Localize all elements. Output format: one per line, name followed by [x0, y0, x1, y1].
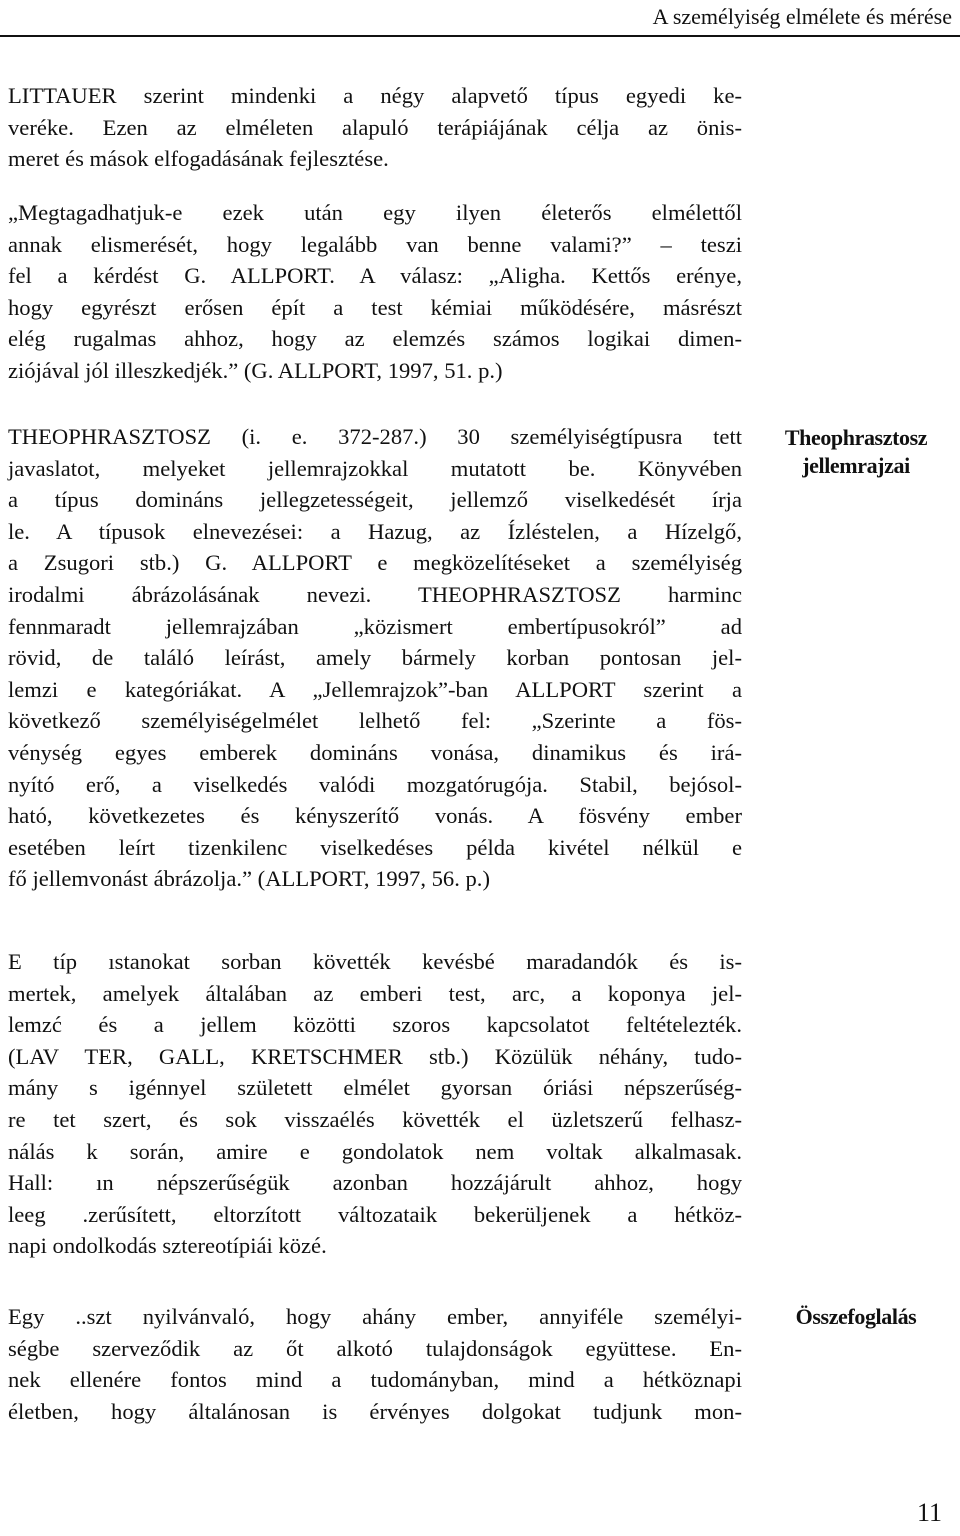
text-line: fő jellemvonást ábrázolja.” (ALLPORT, 1997, 56. p.) — [8, 866, 490, 892]
text-line: Egy ..szt nyilvánvaló, hogy ahány ember, annyiféle személyi- — [8, 1304, 742, 1329]
text-line: meret és mások elfogadásának fejlesztése. — [8, 146, 389, 172]
text-line: a Zsugori stb.) G. ALLPORT e megközelítéseket a személyiség — [8, 550, 742, 576]
text-line: a típus domináns jellegzetességeit, jellemző viselkedését írja — [8, 487, 742, 513]
text-line: lemzi e kategóriákat. A „Jellemrajzok”-ban ALLPORT szerint a — [8, 676, 742, 702]
text-line: életben, hogy általánosan is érvényes dolgokat tudjunk mon- — [8, 1398, 742, 1424]
text-line: javaslatot, melyeket jellemrajzokkal mutatott be. Könyvében — [8, 455, 742, 481]
page-number: 11 — [916, 1498, 942, 1527]
margin-note-line: Theophrasztosz — [784, 425, 928, 450]
header-rule — [0, 35, 960, 37]
text-line: re tet szert, és sok visszaélés követték el üzletszerű felhasz- — [8, 1106, 742, 1132]
text-line: annak elismerését, hogy legalább van benne valami?” – teszi — [8, 231, 742, 257]
text-line: következő személyiségelmélet lelhető fel: „Szerinte a fös- — [8, 708, 742, 734]
paragraph-summary — [8, 1301, 742, 1427]
text-line: nálás k során, amire e gondolatok nem voltak alkalmasak. — [8, 1138, 742, 1164]
text-line: le. A típusok elnevezései: a Hazug, az Ízléstelen, a Hízelgő, — [8, 518, 742, 544]
text-line: irodalmi ábrázolásának nevezi. THEOPHRASZTOSZ harminc — [8, 581, 742, 607]
text-line: LITTAUER szerint mindenki a négy alapvető típus egyedi ke- — [8, 83, 742, 108]
text-line: „Megtagadhatjuk-e ezek után egy ilyen életerős elmélettől — [8, 200, 742, 225]
text-line: leeg .zerűsített, eltorzított változataik bekerüljenek a hétköz- — [8, 1201, 742, 1227]
text-line: rövid, de találó leírást, amely bármely korban pontosan jel- — [8, 645, 742, 671]
text-line: fel a kérdést G. ALLPORT. A válasz: „Aligha. Kettős erénye, — [8, 263, 742, 289]
text-line: Hall: ın népszerűségük azonban hozzájárult ahhoz, hogy — [8, 1170, 742, 1196]
text-line: ható, következetes és kényszerítő vonás. A fösvény ember — [8, 803, 742, 829]
paragraph-allport-quote — [8, 197, 742, 387]
text-line: elég rugalmas ahhoz, hogy az elemzés számos logikai dimen- — [8, 326, 742, 352]
text-line: nyító erő, a viselkedés valódi mozgatórugója. Stabil, bejósol- — [8, 771, 742, 797]
text-line: E típ ıstanokat sorban követték kevésbé maradandók és is- — [8, 949, 742, 974]
text-line: vénység egyes emberek domináns vonása, dinamikus és irá- — [8, 739, 742, 765]
margin-note-theophrasztosz — [758, 424, 954, 480]
text-line: ségbe szerveződik az őt alkotó tulajdonságok együttese. En- — [8, 1335, 742, 1361]
running-header: A személyiség elmélete és mérése — [652, 4, 952, 29]
text-line: lemzć és a jellem közötti szoros kapcsolatot feltételezték. — [8, 1012, 742, 1038]
text-line: mány s igénnyel született elmélet gyorsan óriási népszerűség- — [8, 1075, 742, 1101]
text-line: fennmaradt jellemrajzában „közismert embertípusokról” ad — [8, 613, 742, 639]
text-line: (LAV TER, GALL, KRETSCHMER stb.) Közülük néhány, tudo- — [8, 1043, 742, 1069]
margin-note-line: jellemrajzai — [802, 453, 910, 478]
text-line: hogy egyrészt erősen épít a test kémiai működésére, másrészt — [8, 294, 742, 320]
text-line: nek ellenére fontos mind a tudományban, mind a hétköznapi — [8, 1367, 742, 1393]
text-line: ziójával jól illeszkedjék.” (G. ALLPORT, 1997, 51. p.) — [8, 357, 503, 383]
text-line: THEOPHRASZTOSZ (i. e. 372-287.) 30 személyiségtípusra tett — [8, 424, 742, 449]
text-line: mertek, amelyek általában az emberi test, arc, a koponya jel- — [8, 980, 742, 1006]
paragraph-typologies — [8, 946, 742, 1262]
text-line: esetében leírt tizenkilenc viselkedéses példa kivétel nélkül e — [8, 834, 742, 860]
text-line: napi ondolkodás sztereotípiái közé. — [8, 1233, 327, 1259]
paragraph-littauer — [8, 80, 742, 175]
text-line: veréke. Ezen az elméleten alapuló terápiájának célja az önis- — [8, 114, 742, 140]
paragraph-theophrasztosz — [8, 421, 742, 895]
margin-note-osszefoglalas: Összefoglalás — [795, 1304, 917, 1329]
